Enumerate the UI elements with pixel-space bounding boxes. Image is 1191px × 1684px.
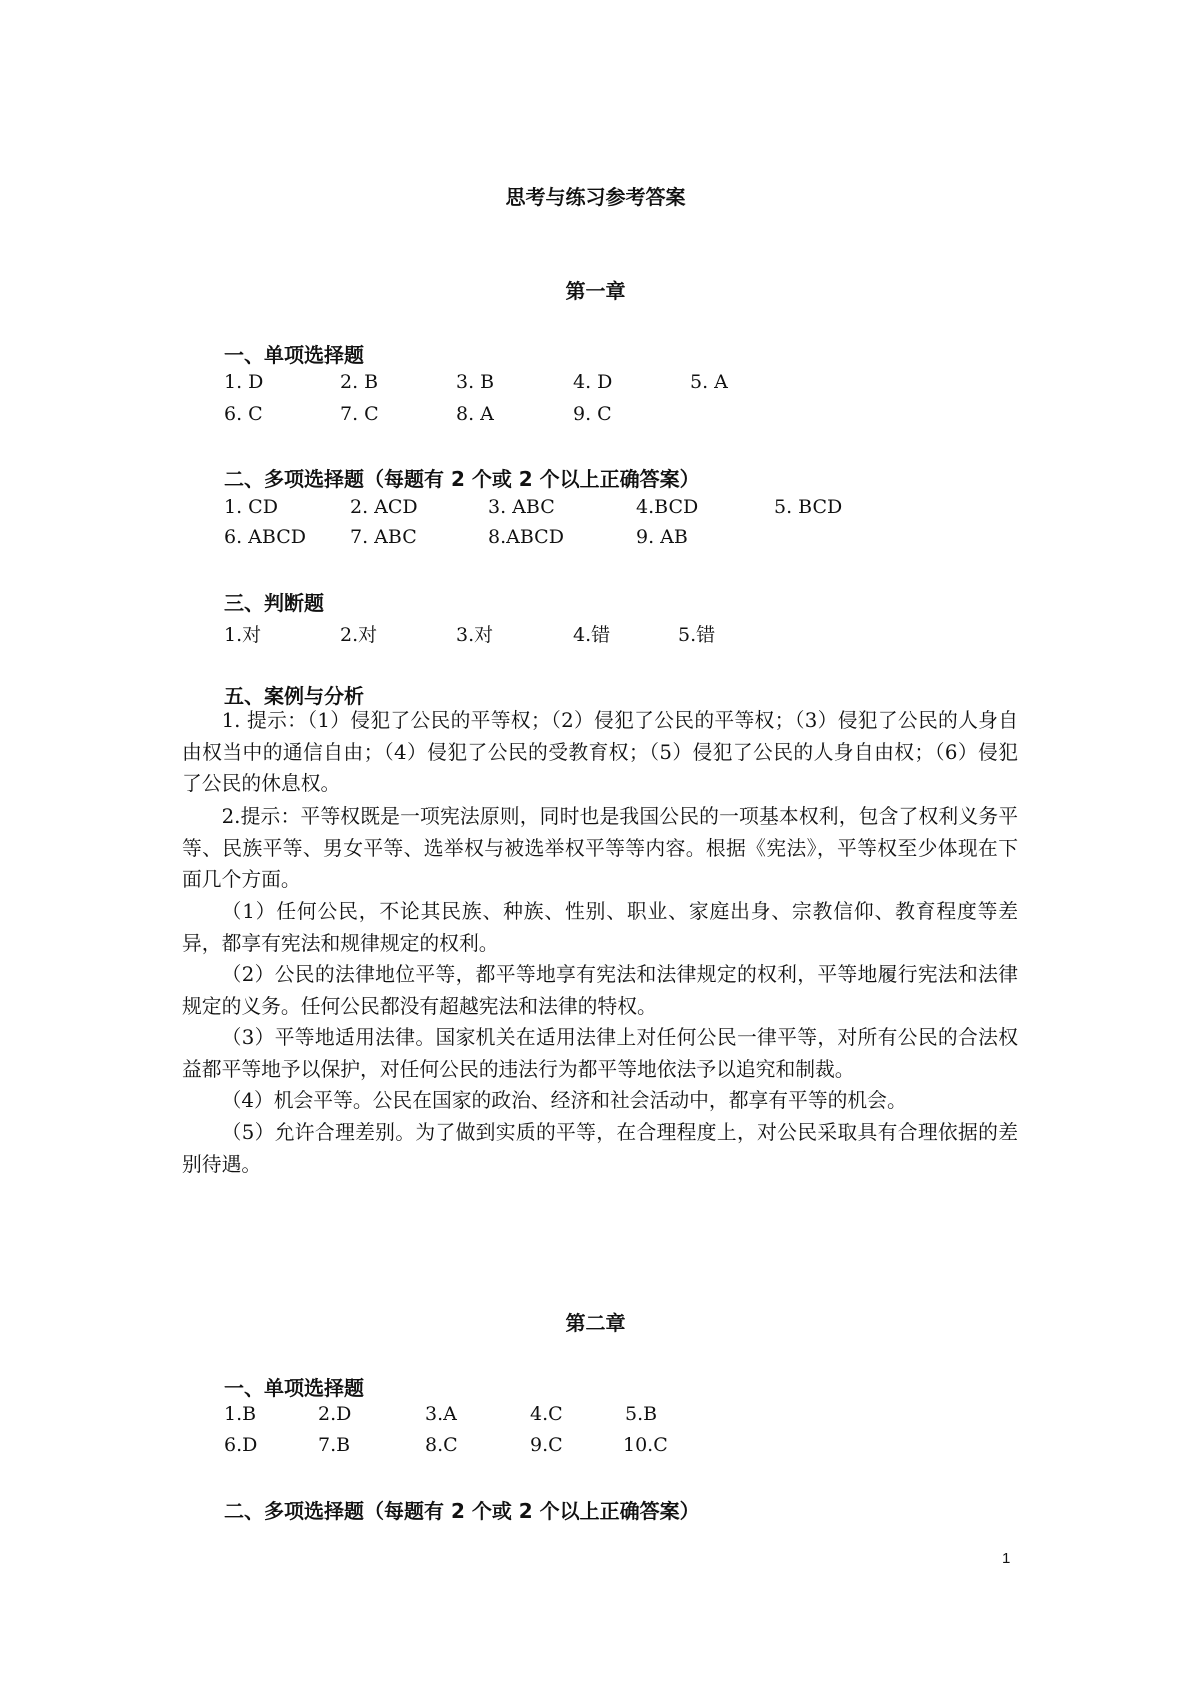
case-answer-1: 1. 提示：（1）侵犯了公民的平等权；（2）侵犯了公民的平等权；（3）侵犯了公民的人身自由权当中的通信自由；（4）侵犯了公民的受教育权；（5）侵犯了公民的人身自由权；（6）侵犯了公民的休息权。 bbox=[182, 709, 1018, 795]
answer-item: 3.A bbox=[425, 1403, 457, 1425]
answer-item: 3. B bbox=[456, 371, 495, 393]
ch1-single-choice-heading: 一、单项选择题 bbox=[224, 343, 364, 367]
case-answer-2-point-4: （4）机会平等。公民在国家的政治、经济和社会活动中，都享有平等的机会。 bbox=[221, 1089, 907, 1112]
case-answer-2: 2.提示：平等权既是一项宪法原则，同时也是我国公民的一项基本权利，包含了权利义务平等、民族平等、男女平等、选举权与被选举权平等等内容。根据《宪法》，平等权至少体现在下面几个方面。 bbox=[182, 805, 1018, 891]
answer-item: 4.BCD bbox=[636, 496, 699, 518]
answer-item: 9.C bbox=[530, 1434, 563, 1456]
answer-item: 3.对 bbox=[456, 624, 494, 646]
case-answer-2-point-3: （3）平等地适用法律。国家机关在适用法律上对任何公民一律平等，对所有公民的合法权益都平等地予以保护，对任何公民的违法行为都平等地依法予以追究和制裁。 bbox=[182, 1026, 1018, 1081]
answer-item: 8.C bbox=[425, 1434, 458, 1456]
answer-item: 4. D bbox=[573, 371, 613, 393]
answer-item: 7.B bbox=[318, 1434, 351, 1456]
answer-item: 8. A bbox=[456, 403, 494, 425]
case-answer-2-point-1: （1）任何公民，不论其民族、种族、性别、职业、家庭出身、宗教信仰、教育程度等差异，都享有宪法和规律规定的权利。 bbox=[182, 900, 1018, 955]
answer-item: 4.C bbox=[530, 1403, 563, 1425]
answer-item: 6. C bbox=[224, 403, 263, 425]
answer-item: 5. BCD bbox=[774, 496, 843, 518]
answer-item: 2.D bbox=[318, 1403, 352, 1425]
answer-item: 5.错 bbox=[678, 624, 716, 646]
answer-item: 10.C bbox=[623, 1434, 668, 1456]
answer-item: 8.ABCD bbox=[488, 526, 564, 548]
answer-item: 2.对 bbox=[340, 624, 378, 646]
page-title: 思考与练习参考答案 bbox=[505, 185, 686, 209]
answer-item: 9. C bbox=[573, 403, 612, 425]
ch1-case-analysis-heading: 五、案例与分析 bbox=[224, 684, 364, 708]
answer-item: 5. A bbox=[690, 371, 728, 393]
page-number: 1 bbox=[1002, 1550, 1011, 1567]
answer-item: 2. B bbox=[340, 371, 379, 393]
chapter-1-heading: 第一章 bbox=[565, 279, 626, 303]
case-answer-2-point-5: （5）允许合理差别。为了做到实质的平等，在合理程度上，对公民采取具有合理依据的差别待遇。 bbox=[182, 1121, 1018, 1176]
answer-item: 6.D bbox=[224, 1434, 258, 1456]
ch2-single-choice-heading: 一、单项选择题 bbox=[224, 1376, 364, 1400]
answer-item: 3. ABC bbox=[488, 496, 555, 518]
answer-item: 1.对 bbox=[224, 624, 262, 646]
answer-item: 6. ABCD bbox=[224, 526, 306, 548]
answer-item: 1.B bbox=[224, 1403, 257, 1425]
answer-item: 7. C bbox=[340, 403, 379, 425]
answer-item: 5.B bbox=[625, 1403, 658, 1425]
answer-item: 2. ACD bbox=[350, 496, 418, 518]
answer-item: 1. CD bbox=[224, 496, 278, 518]
chapter-2-heading: 第二章 bbox=[565, 1311, 626, 1335]
ch1-true-false-heading: 三、判断题 bbox=[224, 591, 324, 615]
answer-item: 1. D bbox=[224, 371, 264, 393]
answer-item: 7. ABC bbox=[350, 526, 417, 548]
case-answer-2-point-2: （2）公民的法律地位平等，都平等地享有宪法和法律规定的权利，平等地履行宪法和法律规定的义务。任何公民都没有超越宪法和法律的特权。 bbox=[182, 963, 1018, 1018]
ch1-multi-choice-heading: 二、多项选择题（每题有 2 个或 2 个以上正确答案） bbox=[224, 467, 700, 491]
ch2-multi-choice-heading: 二、多项选择题（每题有 2 个或 2 个以上正确答案） bbox=[224, 1499, 700, 1523]
answer-item: 9. AB bbox=[636, 526, 688, 548]
answer-item: 4.错 bbox=[573, 624, 611, 646]
